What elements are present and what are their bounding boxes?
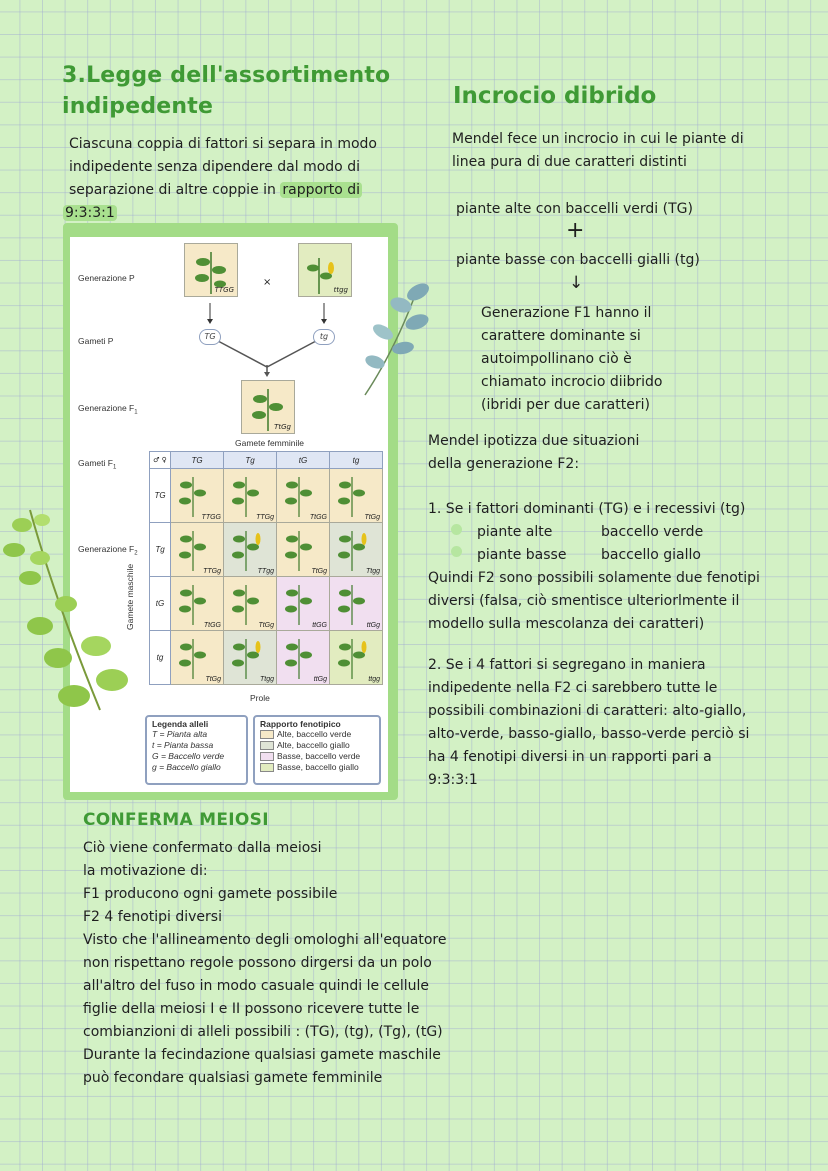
point-1 (428, 498, 788, 636)
f1-line: Generazione F1 hanno il (481, 305, 652, 321)
ratio-item: Basse, baccello giallo (260, 762, 374, 773)
legend-alleli (145, 715, 248, 785)
down-arrow-icon: ↓ (569, 273, 584, 293)
plant-icon (330, 469, 380, 520)
right-title: Incrocio dibrido (453, 83, 657, 109)
green-leaves-icon (0, 500, 140, 720)
cell-genotype: TtGG (203, 622, 221, 629)
punnett-cell (330, 577, 383, 631)
col-header: TG (171, 452, 224, 469)
cross-line-2: piante basse con baccelli gialli (tg) (456, 252, 700, 268)
phenotype-height: piante basse (477, 547, 567, 563)
label-gameti-f1: Gameti $F_1$ (78, 458, 117, 471)
punnett-cell (330, 523, 383, 577)
ratio-swatch (260, 763, 274, 772)
conferma-line: la motivazione di: (83, 863, 208, 879)
plus-symbol: + (566, 218, 585, 243)
cell-genotype: TtGg (311, 568, 327, 575)
cross-symbol: × (263, 277, 272, 288)
intro-line (63, 202, 377, 225)
plant-icon (330, 577, 380, 628)
point2-line: indipedente nella F2 ci sarebbero tutte le (428, 680, 718, 696)
punnett-cell (277, 523, 330, 577)
punnett-cell (277, 469, 330, 523)
phenotype-row (428, 521, 788, 544)
f1-line: (ibridi per due caratteri) (481, 397, 650, 413)
right-intro (452, 128, 744, 174)
section-title (62, 60, 390, 122)
col-header: Tg (224, 452, 277, 469)
punnett-cell (224, 469, 277, 523)
intro-line: Ciascuna coppia di fattori si separa in modo (69, 136, 377, 152)
col-header: tG (277, 452, 330, 469)
point2-line: 2. Se i 4 fattori si segregano in maniera (428, 657, 706, 673)
legend-item: G = Baccello verde (152, 751, 225, 761)
cell-genotype: Ttgg (259, 676, 274, 683)
lineage-arrows (70, 297, 388, 377)
sex-symbol-cell: ♂ ♀ (150, 452, 171, 469)
conferma-line: combianzioni di alleli possibili : (TG), (tg), (Tg), (tG) (83, 1024, 443, 1040)
highlighted-ratio: 9:3:3:1 (65, 205, 115, 221)
punnett-cell (277, 631, 330, 685)
eucalyptus-leaves-icon (355, 270, 440, 400)
punnett-table (149, 451, 383, 685)
hypothesis-line: della generazione F2: (428, 456, 580, 472)
punnett-cell (330, 631, 383, 685)
plant-icon (330, 631, 380, 682)
legend-item: t = Pianta bassa (152, 740, 214, 750)
intro-line: indipedente senza dipendere dal modo di (69, 159, 360, 175)
ratio-item: Basse, baccello verde (260, 751, 374, 762)
label-prole: Prole (250, 693, 270, 703)
plant-icon (224, 577, 274, 628)
label-gamete-femminile: Gamete femminile (235, 438, 304, 448)
cell-genotype: TTGg (203, 568, 221, 575)
plant-icon (224, 523, 274, 574)
punnett-cell (224, 577, 277, 631)
cell-genotype: TtGg (258, 622, 274, 629)
plant-icon (277, 631, 327, 682)
point1-line: modello sulla mescolanza dei caratteri) (428, 616, 705, 632)
point2-line: 9:3:3:1 (428, 772, 478, 788)
f1-line: chiamato incrocio diibrido (481, 374, 663, 390)
legend-item: g = Baccello giallo (152, 762, 221, 772)
ratio-item: Alte, baccello giallo (260, 740, 374, 751)
punnett-cell (171, 631, 224, 685)
f1-line: autoimpollinano ciò è (481, 351, 632, 367)
section-title-line1: 3.Legge dell'assortimento (62, 63, 391, 88)
cell-genotype: TtGG (309, 514, 327, 521)
punnett-cell (330, 469, 383, 523)
parent-plant-tall-green (184, 243, 238, 297)
cell-genotype: TTGG (201, 514, 221, 521)
row-header: tg (150, 631, 171, 685)
left-intro (65, 133, 377, 225)
punnett-cell (224, 631, 277, 685)
conferma-line: Visto che l'allineamento degli omologhi all'equatore (83, 932, 447, 948)
ratio-swatch (260, 752, 274, 761)
conferma-line: Ciò viene confermato dalla meiosi (83, 840, 322, 856)
conferma-line: F2 4 fenotipi diversi (83, 909, 222, 925)
phenotype-pod: baccello giallo (601, 547, 701, 563)
point1-line: diversi (falsa, ciò smentisce ulteriorlmente il (428, 593, 740, 609)
f1-genotype: TtGg (274, 423, 291, 431)
row-header: Tg (150, 523, 171, 577)
plant-icon (171, 523, 221, 574)
point2-line: alto-verde, basso-giallo, basso-verde perciò si (428, 726, 750, 742)
legend-item: T = Pianta alta (152, 729, 208, 739)
plant-icon (277, 523, 327, 574)
cell-genotype: ttgg (368, 676, 380, 683)
label-gen-f2: Generazione $F_2$ (78, 544, 138, 557)
label-gameti-p: Gameti P (78, 336, 114, 346)
conferma-line: non rispettano regole possono dirgersi da un polo (83, 955, 432, 971)
phenotype-pod: baccello verde (601, 524, 704, 540)
plant-icon (224, 469, 274, 520)
parent-plant-short-yellow (298, 243, 352, 297)
ratio-item: Alte, baccello verde (260, 729, 374, 740)
parent1-genotype: TTGG (214, 286, 234, 294)
conferma-line: all'altro del fuso in modo casuale quindi le cellule (83, 978, 430, 994)
intro-line (69, 179, 377, 202)
ratio-list (260, 729, 374, 773)
plant-icon (224, 631, 274, 682)
highlighted-text: rapporto di (282, 182, 361, 198)
plant-icon (330, 523, 380, 574)
punnett-cell (171, 523, 224, 577)
plant-icon (277, 469, 327, 520)
legend-list (152, 729, 241, 773)
parent2-genotype: ttgg (333, 286, 348, 294)
plant-icon (171, 469, 221, 520)
plant-icon (277, 577, 327, 628)
punnett-cell (171, 577, 224, 631)
punnett-square (149, 451, 383, 685)
row-header: tG (150, 577, 171, 631)
intro-line: Mendel fece un incrocio in cui le piante di (452, 131, 744, 147)
legend-title: Legenda alleli (152, 719, 209, 729)
ratio-box (253, 715, 381, 785)
ratio-swatch (260, 730, 274, 739)
conferma-line: può fecondare qualsiasi gamete femminile (83, 1070, 383, 1086)
label-gamete-maschile: Gamete maschile (125, 563, 135, 630)
point2-line: possibili combinazioni di caratteri: alto-giallo, (428, 703, 747, 719)
ratio-swatch (260, 741, 274, 750)
cell-genotype: TtGg (205, 676, 221, 683)
plant-icon (171, 577, 221, 628)
punnett-cell (224, 523, 277, 577)
point1-line: 1. Se i fattori dominanti (TG) e i recessivi (tg) (428, 501, 746, 517)
punnett-cell (277, 577, 330, 631)
phenotype-height: piante alte (477, 524, 553, 540)
conferma-line: figlie della meiosi I e II possono ricevere tutte le (83, 1001, 420, 1017)
cell-genotype: ttGg (366, 622, 380, 629)
cell-genotype: ttGg (313, 676, 327, 683)
intro-line: linea pura di due caratteri distinti (452, 154, 687, 170)
conferma-title: CONFERMA MEIOSI (83, 810, 269, 830)
label-gen-f1: Generazione $F_1$ (78, 403, 138, 416)
row-header: TG (150, 469, 171, 523)
punnett-cell (171, 469, 224, 523)
label-gen-p: Generazione P (78, 273, 135, 283)
col-header: tg (330, 452, 383, 469)
conferma-text (83, 837, 483, 1090)
point1-line: Quindi F2 sono possibili solamente due fenotipi (428, 570, 760, 586)
conferma-line: F1 producono ogni gamete possibile (83, 886, 338, 902)
f1-line: carattere dominante si (481, 328, 641, 344)
f1-plant (241, 380, 295, 434)
conferma-line: Durante la fecindazione qualsiasi gamete maschile (83, 1047, 441, 1063)
phenotype-row (428, 544, 788, 567)
cell-genotype: TTGg (256, 514, 274, 521)
cell-genotype: Ttgg (365, 568, 380, 575)
hypothesis (428, 430, 639, 476)
intro-text: separazione di altre coppie in (69, 182, 281, 198)
hypothesis-line: Mendel ipotizza due situazioni (428, 433, 640, 449)
cell-genotype: TTgg (257, 568, 274, 575)
ratio-title: Rapporto fenotipico (260, 719, 341, 729)
point-2 (428, 654, 788, 792)
plant-icon (171, 631, 221, 682)
gamete-tg: tg (313, 329, 335, 345)
cell-genotype: TtGg (364, 514, 380, 521)
point2-line: ha 4 fenotipi diversi in un rapporti pari a (428, 749, 712, 765)
cross-line-1: piante alte con baccelli verdi (TG) (456, 201, 693, 217)
cell-genotype: ttGG (312, 622, 327, 629)
f1-block (481, 302, 663, 417)
gamete-TG: TG (199, 329, 221, 345)
section-title-line2: indipedente (62, 94, 214, 119)
